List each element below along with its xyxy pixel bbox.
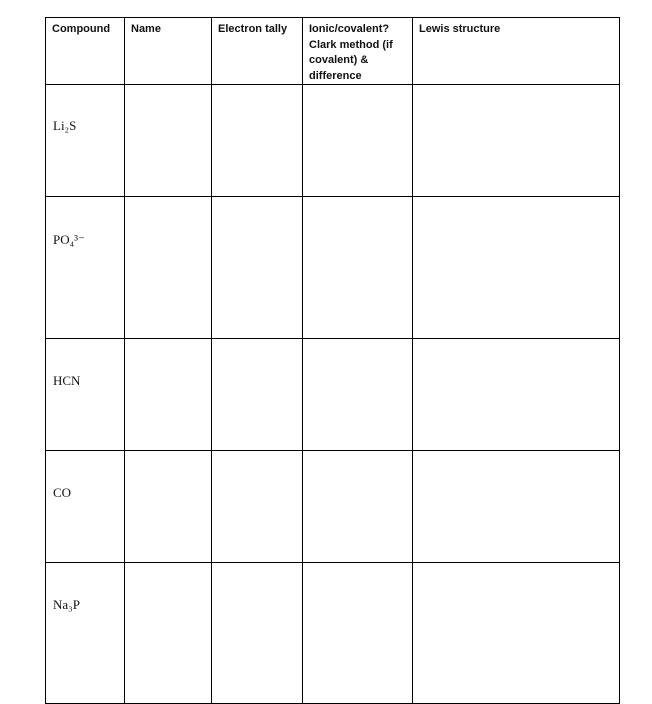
table-row xyxy=(46,451,620,563)
worksheet-table xyxy=(45,17,620,704)
name-cell[interactable] xyxy=(125,85,212,197)
header-compound: Compound xyxy=(46,18,125,85)
compound-label: Li₂S xyxy=(53,118,77,133)
compound-cell xyxy=(46,451,125,563)
compound-cell xyxy=(46,85,125,197)
header-electron-tally: Electron tally xyxy=(212,18,303,85)
electron-tally-cell[interactable] xyxy=(212,85,303,197)
lewis-structure-cell[interactable] xyxy=(413,85,620,197)
ionic-covalent-cell[interactable] xyxy=(303,197,413,339)
electron-tally-cell[interactable] xyxy=(212,339,303,451)
header-ionic-covalent: Ionic/covalent? Clark method (if covalent) & difference xyxy=(303,18,413,85)
compound-label: PO₄³⁻ xyxy=(53,232,85,247)
header-lewis-structure: Lewis structure xyxy=(413,18,620,85)
electron-tally-cell[interactable] xyxy=(212,563,303,704)
electron-tally-cell[interactable] xyxy=(212,197,303,339)
name-cell[interactable] xyxy=(125,197,212,339)
lewis-structure-cell[interactable] xyxy=(413,563,620,704)
ionic-covalent-cell[interactable] xyxy=(303,563,413,704)
compound-label: Na₃P xyxy=(53,597,80,612)
compound-cell xyxy=(46,197,125,339)
compound-label: HCN xyxy=(53,373,81,388)
name-cell[interactable] xyxy=(125,339,212,451)
header-row xyxy=(46,18,620,85)
compound-cell xyxy=(46,339,125,451)
table-row xyxy=(46,197,620,339)
ionic-covalent-cell[interactable] xyxy=(303,85,413,197)
electron-tally-cell[interactable] xyxy=(212,451,303,563)
table-row xyxy=(46,85,620,197)
ionic-covalent-cell[interactable] xyxy=(303,339,413,451)
name-cell[interactable] xyxy=(125,563,212,704)
lewis-structure-cell[interactable] xyxy=(413,451,620,563)
header-name: Name xyxy=(125,18,212,85)
table-row xyxy=(46,339,620,451)
compound-cell xyxy=(46,563,125,704)
table-row xyxy=(46,563,620,704)
ionic-covalent-cell[interactable] xyxy=(303,451,413,563)
lewis-structure-cell[interactable] xyxy=(413,197,620,339)
lewis-structure-cell[interactable] xyxy=(413,339,620,451)
compound-label: CO xyxy=(53,485,72,500)
name-cell[interactable] xyxy=(125,451,212,563)
